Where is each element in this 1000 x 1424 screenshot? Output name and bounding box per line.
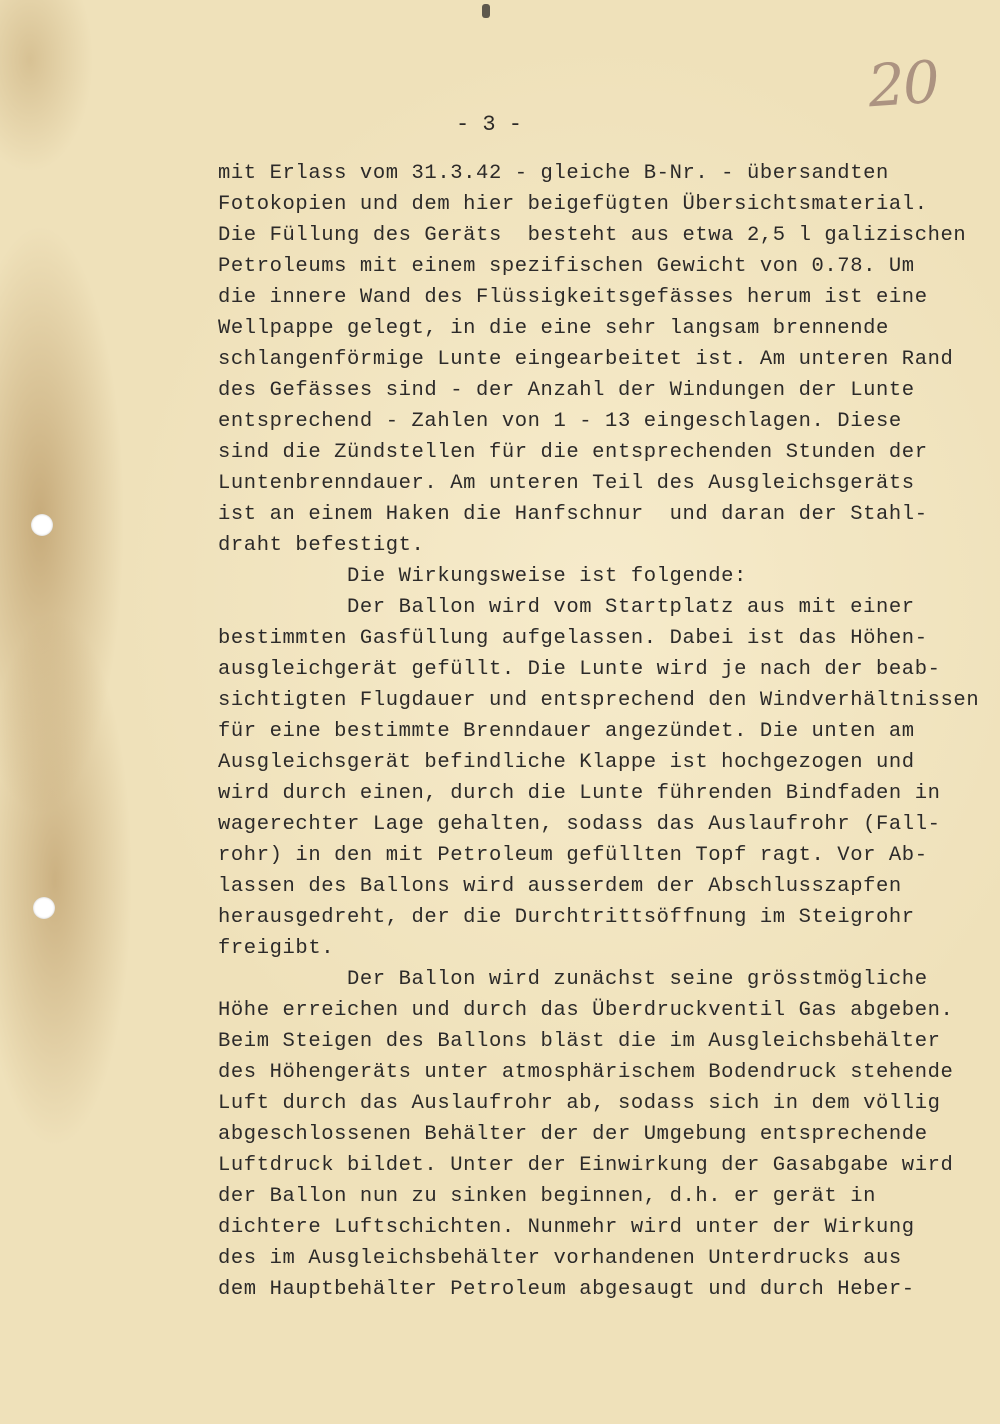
ink-mark [482,4,490,18]
text-line: freigibt. [218,937,335,960]
text-line: mit Erlass vom 31.3.42 - gleiche B-Nr. - übersandten [218,162,889,185]
text-line: herausgedreht, der die Durchtrittsöffnung im Steigrohr [218,906,915,929]
text-line: abgeschlossenen Behälter der der Umgebung entsprechende [218,1123,928,1146]
text-line: Beim Steigen des Ballons bläst die im Ausgleichsbehälter [218,1030,941,1053]
text-line: Fotokopien und dem hier beigefügten Übersichtsmaterial. [218,193,928,216]
text-line: dichtere Luftschichten. Nunmehr wird unter der Wirkung [218,1216,915,1239]
text-line: für eine bestimmte Brenndauer angezündet. Die unten am [218,720,915,743]
text-line: lassen des Ballons wird ausserdem der Abschlusszapfen [218,875,902,898]
text-line: wird durch einen, durch die Lunte führenden Bindfaden in [218,782,941,805]
text-line: des Gefässes sind - der Anzahl der Windungen der Lunte [218,379,915,402]
text-line: Luftdruck bildet. Unter der Einwirkung der Gasabgabe wird [218,1154,954,1177]
punch-hole [33,897,55,919]
text-line: Luft durch das Auslaufrohr ab, sodass sich in dem völlig [218,1092,941,1115]
text-line: Der Ballon wird zunächst seine grösstmögliche [347,968,928,991]
text-line: bestimmten Gasfüllung aufgelassen. Dabei ist das Höhen- [218,627,928,650]
text-line: entsprechend - Zahlen von 1 - 13 eingeschlagen. Diese [218,410,902,433]
text-line: sind die Zündstellen für die entsprechenden Stunden der [218,441,928,464]
text-line: die innere Wand des Flüssigkeitsgefässes herum ist eine [218,286,928,309]
text-line: des im Ausgleichsbehälter vorhandenen Unterdrucks aus [218,1247,902,1270]
text-line: schlangenförmige Lunte eingearbeitet ist. Am unteren Rand [218,348,954,371]
text-line: rohr) in den mit Petroleum gefüllten Topf ragt. Vor Ab- [218,844,928,867]
text-line: ist an einem Haken die Hanfschnur und daran der Stahl- [218,503,928,526]
handwritten-folio-number: 20 [865,47,941,121]
punch-hole [31,514,53,536]
text-line: Die Füllung des Geräts besteht aus etwa 2,5 l galizischen [218,224,967,247]
text-line: Petroleums mit einem spezifischen Gewicht von 0.78. Um [218,255,915,278]
text-line: Höhe erreichen und durch das Überdruckventil Gas abgeben. [218,999,954,1022]
text-line: Ausgleichsgerät befindliche Klappe ist hochgezogen und [218,751,915,774]
text-line: Die Wirkungsweise ist folgende: [347,565,747,588]
text-line: draht befestigt. [218,534,425,557]
text-line: Der Ballon wird vom Startplatz aus mit einer [347,596,915,619]
text-line: des Höhengeräts unter atmosphärischem Bodendruck stehende [218,1061,954,1084]
page-number: - 3 - [456,112,523,137]
text-line: wagerechter Lage gehalten, sodass das Auslaufrohr (Fall- [218,813,941,836]
text-line: Wellpappe gelegt, in die eine sehr langsam brennende [218,317,889,340]
text-line: ausgleichgerät gefüllt. Die Lunte wird je nach der beab- [218,658,941,681]
text-line: Luntenbrenndauer. Am unteren Teil des Ausgleichsgeräts [218,472,915,495]
text-line: der Ballon nun zu sinken beginnen, d.h. er gerät in [218,1185,877,1208]
text-line: sichtigten Flugdauer und entsprechend den Windverhältnissen [218,689,980,712]
text-line: dem Hauptbehälter Petroleum abgesaugt und durch Heber- [218,1278,915,1301]
